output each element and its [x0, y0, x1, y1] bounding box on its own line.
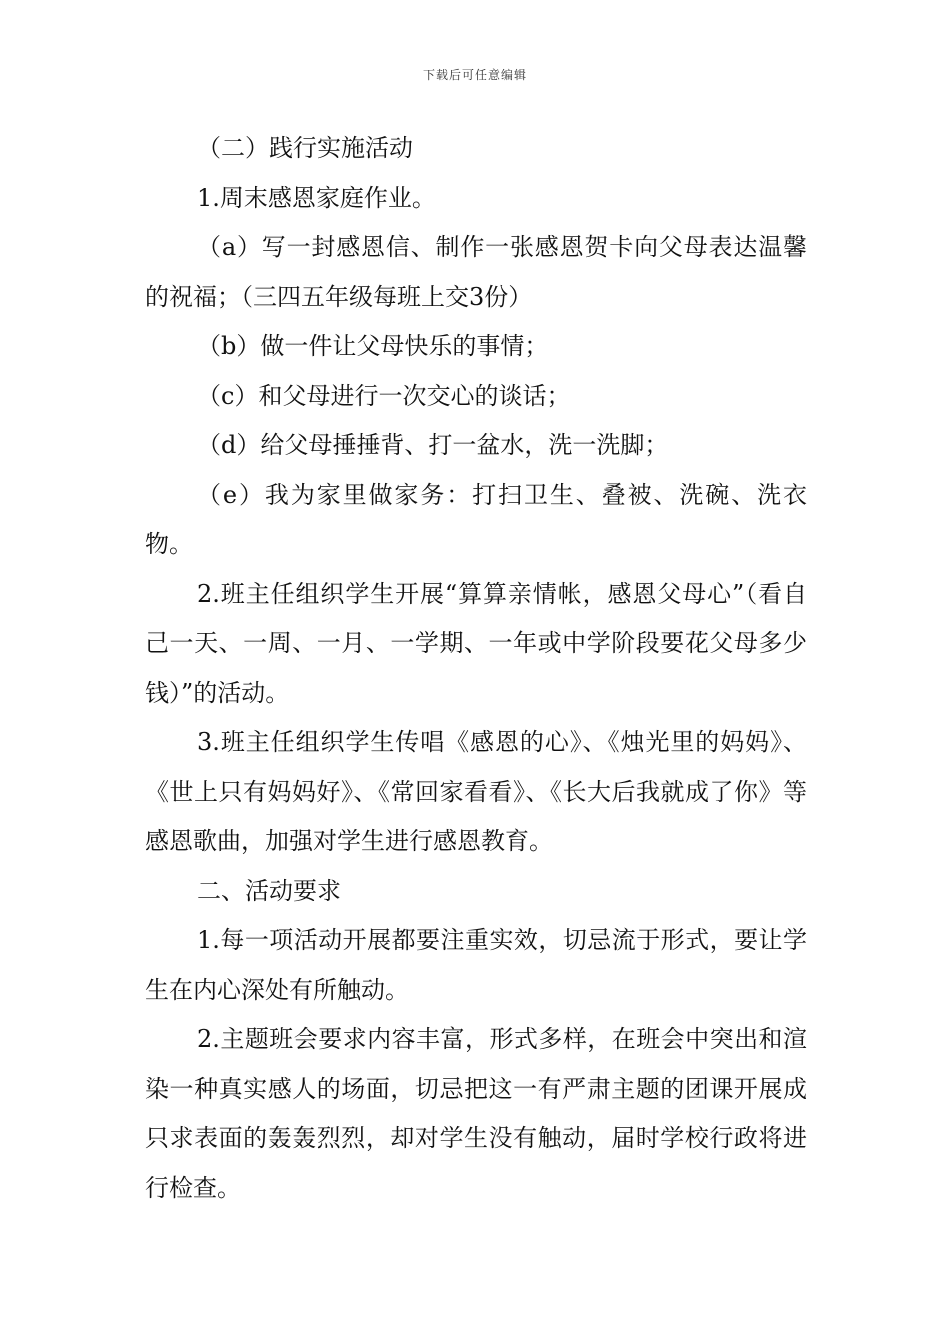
subitem-b: （b）做一件让父母快乐的事情； — [197, 332, 549, 360]
item-weekend-homework: 1.周末感恩家庭作业。 — [197, 183, 436, 212]
requirement-1: 1.每一项活动开展都要注重实效，切忌流于形式，要让学生在内心深处有所触动。 — [145, 926, 807, 1004]
subitem-c: （c）和父母进行一次交心的谈话； — [197, 381, 571, 410]
item-family-account: 2.班主任组织学生开展“算算亲情帐，感恩父母心”（看自己一天、一周、一月、一学期、一年或中学阶段要花父母多少钱）”的活动。 — [145, 579, 807, 707]
subitem-a: （a）写一封感恩信、制作一张感恩贺卡向父母表达温馨的祝福；（三四五年级每班上交3份） — [145, 233, 807, 311]
section-heading-requirements: 二、活动要求 — [197, 876, 341, 905]
requirement-2: 2.主题班会要求内容丰富，形式多样，在班会中突出和渲染一种真实感人的场面，切忌把这一有严肃主题的团课开展成只求表面的轰轰烈烈，却对学生没有触动，届时学校行政将进行检查。 — [145, 1025, 807, 1202]
page-header-note: 下载后可任意编辑 — [422, 68, 527, 82]
section-heading-practice: （二）践行实施活动 — [197, 134, 413, 162]
subitem-d: （d）给父母捶捶背、打一盆水，洗一洗脚； — [197, 431, 669, 459]
item-songs: 3.班主任组织学生传唱《感恩的心》、《烛光里的妈妈》、《世上只有妈妈好》、《常回家看看》、《长大后我就成了你》等感恩歌曲，加强对学生进行感恩教育。 — [145, 728, 807, 855]
subitem-e: （e）我为家里做家务：打扫卫生、叠被、洗碗、洗衣物。 — [145, 480, 807, 558]
document-body — [145, 124, 807, 1213]
